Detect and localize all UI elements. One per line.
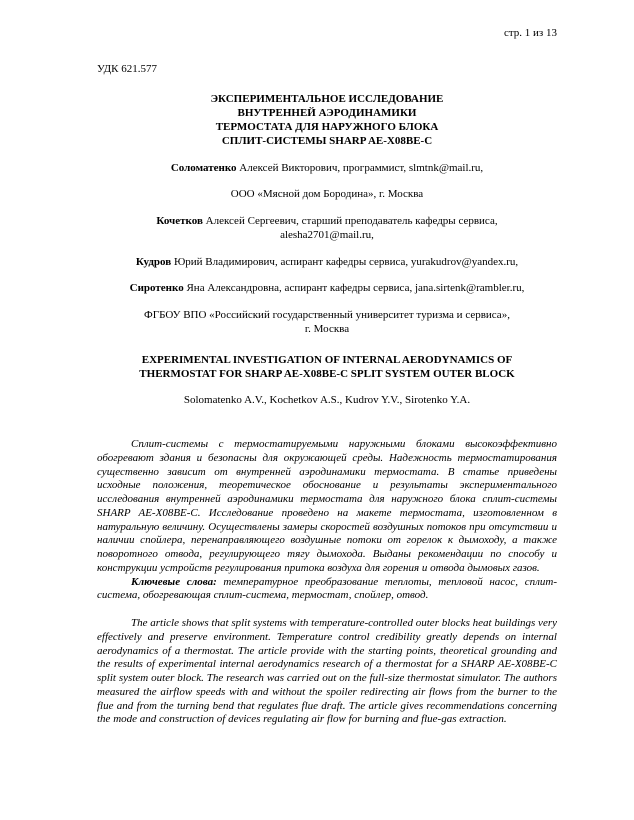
author-name: Соломатенко — [170, 161, 237, 174]
author-line-sirotenko — [97, 282, 557, 296]
keywords-ru — [97, 576, 557, 604]
title-ru-line: ТЕРМОСТАТА ДЛЯ НАРУЖНОГО БЛОКА — [215, 121, 439, 134]
author-name: Сиротенко — [129, 282, 184, 295]
author-email: alesha2701@mail.ru, — [280, 228, 374, 241]
author-line-kudrov — [97, 256, 557, 270]
author-line-solomatenko — [97, 162, 557, 176]
title-ru-line: СПЛИТ-СИСТЕМЫ SHARP AE-X08BE-C — [221, 135, 433, 148]
page-indicator: стр. 1 из 13 — [503, 27, 557, 39]
abstract-ru: Сплит-системы с термостатируемыми наружными блоками высокоэффективно обогревают здания и безопасны для окружающей среды. Надежность термостатирования существенно зависит от внутренней аэродинамики термостата. В статье приведены исходные положения, теоретическое обоснование и результаты экспериментального исследования внутренней аэродинамики термостата для наружного блока сплит-системы SHARP AE-X08BE-C. Исследование проведено на макете термостата, изготовленном в натуральную величину. Осуществлены замеры скоростей воздушных потоков при отсутствии и наличии спойлера, перенаправляющего воздушные потоки от горелок к дымоходу, а также поворотного отвода, регулирующего тягу дымохода. Выданы рекомендации по способу и конструкции устройств регулирования притока воздуха для горения и отвода дымовых газов. — [97, 438, 557, 574]
affiliation-line: ФГБОУ ВПО «Российский государственный университет туризма и сервиса», — [144, 309, 510, 322]
title-ru-line: ЭКСПЕРИМЕНТАЛЬНОЕ ИССЛЕДОВАНИЕ — [210, 92, 444, 105]
authors-en-line: Solomatenko A.V., Kochetkov A.S., Kudrov Y.V., Sirotenko Y.A. — [183, 394, 471, 407]
abstract-en: The article shows that split systems with temperature-controlled outer blocks heat buildings very effectively and preserve environment. Temperature control credibility greatly depends on internal aerodynamics of a thermostat. The article provide with the starting points, theoretical grounding and the results of experimental internal aerodynamics research of a thermostat for a SHARP AE-X08BE-C split system outer block. The research was carried out on the full-size thermostat simulator. The authors measured the airflow speeds with and without the spoiler redirecting air flows from the burner to the flue and from the turning bend that regulates flue draft. The article gives recommendations concerning the mode and construction of devices regulating air flow for burning and flue-gas extraction. — [97, 617, 557, 726]
affiliation-line: г. Москва — [304, 322, 350, 335]
author-line-kochetkov — [97, 215, 557, 243]
affiliation-text: ООО «Мясной дом Бородина», г. Москва — [230, 188, 424, 201]
udc-code: УДК 621.577 — [97, 62, 158, 75]
company-affiliation — [97, 188, 557, 202]
title-en-line: EXPERIMENTAL INVESTIGATION OF INTERNAL AERODYNAMICS OF — [141, 353, 513, 366]
title-en-line: THERMOSTAT FOR SHARP AE-X08BE-C SPLIT SYSTEM OUTER BLOCK — [139, 367, 515, 380]
keywords-label: Ключевые слова: — [131, 575, 217, 588]
keywords-text: температурное преобразование теплоты, тепловой насос, сплит-система, обогревающая сплит-система, термостат, спойлер, отвод. — [97, 575, 557, 602]
author-details: Алексей Сергеевич, старший преподаватель кафедры сервиса, — [202, 215, 498, 228]
author-details: Алексей Викторович, программист, slmtnk@mail.ru, — [236, 161, 484, 174]
author-details: Яна Александровна, аспирант кафедры сервиса, jana.sirtenk@rambler.ru, — [183, 282, 525, 295]
title-ru-line: ВНУТРЕННЕЙ АЭРОДИНАМИКИ — [237, 106, 417, 119]
author-details: Юрий Владимирович, аспирант кафедры сервиса, yurakudrov@yandex.ru, — [171, 255, 519, 268]
author-name: Кудров — [135, 255, 172, 268]
article-title-ru — [97, 92, 557, 149]
article-title-en — [97, 353, 557, 382]
university-affiliation — [97, 309, 557, 337]
author-name: Кочетков — [156, 215, 203, 228]
